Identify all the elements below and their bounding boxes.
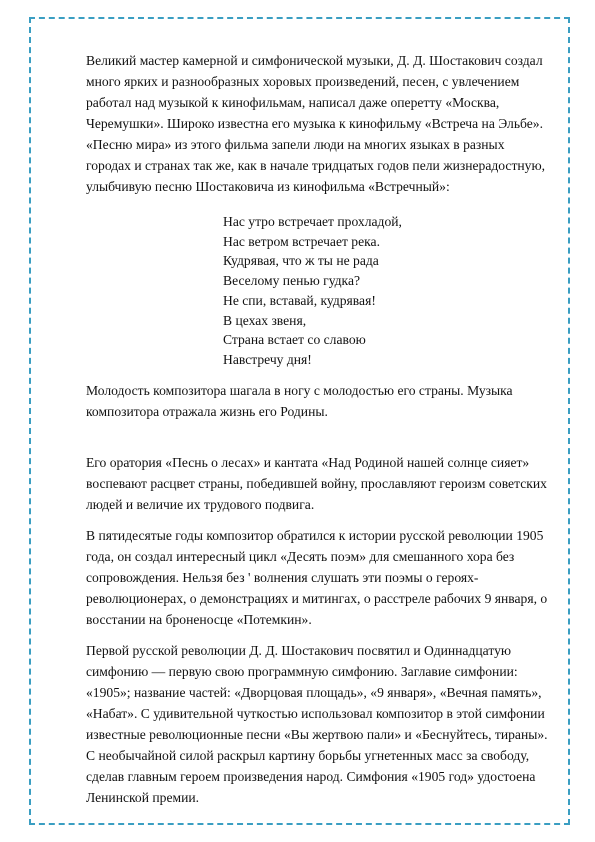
paragraph-revolution: В пятидесятые годы композитор обратился к истории русской революции 1905 года, он создал интересный цикл «Десять поэм» для смешанного хора без сопровождения. Нельзя без ' волнения слушать эти поэмы о героях-революционерах, о демонстрациях и митингах, о расстреле рабочих 9 января, о восстании на броненосце «Потемкин». [86, 527, 548, 627]
paragraph-symphony: Первой русской революции Д. Д. Шостакович посвятил и Одиннадцатую симфонию — первую свою программную симфонию. Заглавие симфонии: «1905»; название частей: «Дворцовая площадь», «9 января», «Вечная память», «Набат». С удивительной чуткостью использовал композитор в этой симфонии известные революционные песни «Вы жертвою пали» и «Беснуйтесь, тираны». С необычайной силой раскрыл картину борьбы угнетенных масс за свободу, сделав главным героем произведения народ. Симфония «1905 год» удостоена Ленинской премии. [86, 642, 548, 805]
lyric-line: В цехах звеня, [223, 312, 307, 328]
lyric-line: Нас утро встречает прохладой, [223, 214, 402, 229]
paragraph-oratorio: Его оратория «Песнь о лесах» и кантата «Над Родиной нашей солнце сияет» воспевают расцвет страны, победившей войну, прославляют героизм советских людей и величие их трудового подвига. [86, 454, 547, 512]
lyric-line: Кудрявая, что ж ты не рада [223, 253, 379, 269]
paragraph-youth: Молодость композитора шагала в ногу с молодостью его страны. Музыка композитора отражала жизнь его Родины. [86, 382, 513, 419]
lyric-line: Не спи, вставай, кудрявая! [223, 292, 376, 308]
document-body [86, 50, 550, 808]
lyric-line: Нас ветром встречает река. [223, 233, 380, 249]
lyric-line: Веселому пенью гудка? [223, 273, 361, 289]
paragraph-intro: Великий мастер камерной и симфонической музыки, Д. Д. Шостакович создал много ярких и разнообразных хоровых произведений, песен, с увлечением работал над музыкой к кинофильмам, написал даже оперетту «Москва, Черемушки». Широко известна его музыка к кинофильму «Встреча на Эльбе». «Песню мира» из этого фильма запели люди на многих языках в разных городах и странах так же, как в начале тридцатых годов пели жизнерадостную, улыбчивую песню Шостаковича из кинофильма «Встречный»: [86, 53, 546, 194]
lyric-line: Страна встает со славою [223, 332, 366, 348]
lyric-line: Навстречу дня! [223, 351, 312, 367]
song-lyrics [223, 212, 550, 370]
